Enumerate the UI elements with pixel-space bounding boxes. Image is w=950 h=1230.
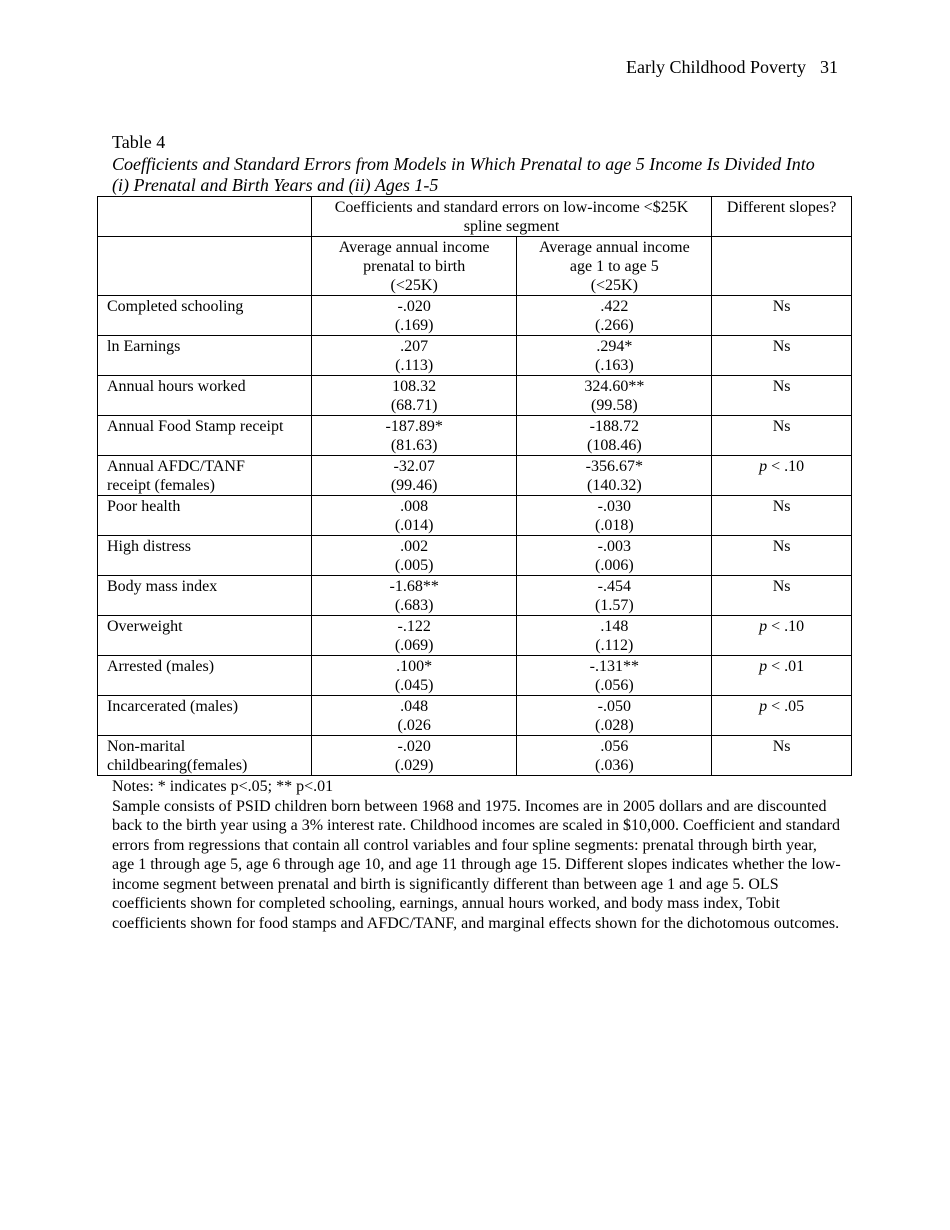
age1to5-coefficient: -.454 (597, 578, 631, 595)
age1to5-coefficient: -.003 (597, 538, 631, 555)
col1-header-line: (<25K) (390, 277, 438, 294)
prenatal-std-error: (.045) (394, 677, 434, 694)
age1to5-coefficient: .422 (600, 298, 629, 315)
slope-result: Ns (772, 298, 791, 315)
different-slopes-cell (712, 736, 852, 776)
prenatal-value-cell (311, 296, 517, 336)
col2-header-line: Average annual income (538, 239, 690, 256)
age1to5-std-error: (.018) (594, 517, 634, 534)
prenatal-coefficient: .008 (400, 498, 429, 515)
table-row (98, 336, 852, 376)
outcome-label-cell (98, 616, 312, 656)
outcome-label: High distress (107, 538, 191, 555)
header-blank-cell (712, 237, 852, 296)
age1to5-value-cell (517, 456, 712, 496)
table-row (98, 376, 852, 416)
outcome-label-cell (98, 336, 312, 376)
header-row-columns (98, 237, 852, 296)
outcome-label-cell (98, 576, 312, 616)
outcome-label-cell (98, 496, 312, 536)
table-row (98, 536, 852, 576)
age1to5-value-cell (517, 336, 712, 376)
outcome-label-cell (98, 696, 312, 736)
table-row (98, 576, 852, 616)
age1to5-std-error: (.006) (594, 557, 634, 574)
notes-body: Sample consists of PSID children born between 1968 and 1975. Incomes are in 2005 dollars and are discounted back to the birth year using a 3% interest rate. Childhood incomes are scaled in $10,000. Coefficient and standard errors from regressions that contain all control variables and four spline segments: prenatal through birth year, age 1 through age 5, age 6 through age 10, and age 11 through age 15. Different slopes indicates whether the low-income segment between prenatal and birth is significantly different than between age 1 and age 5. OLS coefficients shown for completed schooling, earnings, annual hours worked, and body mass index, Tobit coefficients shown for food stamps and AFDC/TANF, and marginal effects shown for the dichotomous outcomes. (112, 797, 841, 932)
prenatal-std-error: (.005) (394, 557, 434, 574)
prenatal-std-error: (.683) (394, 597, 434, 614)
age1to5-coefficient: -356.67* (585, 458, 643, 475)
outcome-label-cell (98, 376, 312, 416)
prenatal-coefficient: .207 (400, 338, 429, 355)
outcome-label-cell (98, 736, 312, 776)
different-slopes-cell (712, 496, 852, 536)
col1-header-cell (311, 237, 517, 296)
outcome-label: Completed schooling (107, 298, 244, 315)
prenatal-std-error: (.069) (394, 637, 434, 654)
prenatal-coefficient: -187.89* (385, 418, 443, 435)
prenatal-value-cell (311, 456, 517, 496)
header-blank-cell (98, 197, 312, 237)
col1-header-line: Average annual income (338, 239, 490, 256)
outcome-label: Body mass index (107, 578, 218, 595)
group-header-cell: Coefficients and standard errors on low-income <$25K spline segment (311, 197, 711, 237)
slope-result: Ns (772, 538, 791, 555)
age1to5-std-error: (99.58) (590, 397, 638, 414)
slope-result: < .01 (767, 658, 805, 675)
prenatal-value-cell (311, 416, 517, 456)
age1to5-coefficient: .294* (596, 338, 633, 355)
age1to5-coefficient: .148 (600, 618, 629, 635)
table-row (98, 416, 852, 456)
age1to5-std-error: (108.46) (586, 437, 642, 454)
prenatal-coefficient: .002 (400, 538, 429, 555)
table-row (98, 696, 852, 736)
prenatal-std-error: (.029) (394, 757, 434, 774)
slope-result: Ns (772, 378, 791, 395)
table-caption: Coefficients and Standard Errors from Models in Which Prenatal to age 5 Income Is Divided Into (i) Prenatal and Birth Years and (ii) Ages 1-5 (112, 154, 815, 195)
p-symbol: p (759, 658, 768, 675)
table-label: Table 4 (112, 132, 166, 152)
prenatal-coefficient: -.020 (397, 298, 431, 315)
prenatal-std-error: (.169) (394, 317, 434, 334)
results-table (97, 196, 852, 776)
outcome-label: childbearing(females) (107, 757, 248, 774)
outcome-label-cell (98, 296, 312, 336)
slopes-header-cell: Different slopes? (712, 197, 852, 237)
prenatal-coefficient: -.020 (397, 738, 431, 755)
prenatal-std-error: (99.46) (390, 477, 438, 494)
outcome-label: Overweight (107, 618, 183, 635)
prenatal-value-cell (311, 536, 517, 576)
different-slopes-cell (712, 296, 852, 336)
prenatal-value-cell (311, 496, 517, 536)
header-row-group (98, 197, 852, 237)
prenatal-coefficient: 108.32 (392, 378, 437, 395)
p-symbol: p (759, 698, 768, 715)
outcome-label-cell (98, 656, 312, 696)
age1to5-coefficient: -188.72 (589, 418, 639, 435)
prenatal-std-error: (.026 (397, 717, 431, 734)
different-slopes-cell (712, 376, 852, 416)
table-row (98, 296, 852, 336)
col2-header-cell (517, 237, 712, 296)
age1to5-coefficient: -.050 (597, 698, 631, 715)
prenatal-std-error: (.014) (394, 517, 434, 534)
outcome-label-cell (98, 416, 312, 456)
age1to5-std-error: (.112) (595, 637, 634, 654)
prenatal-value-cell (311, 736, 517, 776)
outcome-label: ln Earnings (107, 338, 181, 355)
age1to5-std-error: (.036) (594, 757, 634, 774)
age1to5-std-error: (.163) (594, 357, 634, 374)
prenatal-std-error: (81.63) (390, 437, 438, 454)
age1to5-coefficient: -.131** (589, 658, 639, 675)
prenatal-coefficient: .100* (396, 658, 433, 675)
prenatal-value-cell (311, 696, 517, 736)
age1to5-coefficient: -.030 (597, 498, 631, 515)
significance-note: Notes: * indicates p<.05; ** p<.01 (112, 778, 334, 795)
slope-result: < .10 (767, 458, 805, 475)
header-blank-cell (98, 237, 312, 296)
slope-result: < .10 (767, 618, 805, 635)
prenatal-coefficient: .048 (400, 698, 429, 715)
outcome-label: Arrested (males) (107, 658, 215, 675)
age1to5-coefficient: 324.60** (584, 378, 645, 395)
age1to5-value-cell (517, 736, 712, 776)
different-slopes-cell (712, 696, 852, 736)
table-row (98, 656, 852, 696)
slope-result: < .05 (767, 698, 805, 715)
p-symbol: p (759, 618, 768, 635)
running-head (626, 57, 838, 78)
prenatal-value-cell (311, 376, 517, 416)
different-slopes-cell (712, 536, 852, 576)
outcome-label: Annual AFDC/TANF (107, 458, 245, 475)
running-title: Early Childhood Poverty (626, 57, 806, 77)
different-slopes-cell (712, 456, 852, 496)
age1to5-value-cell (517, 296, 712, 336)
page-number: 31 (820, 57, 838, 77)
age1to5-coefficient: .056 (600, 738, 629, 755)
table-notes (112, 777, 842, 933)
table-row (98, 736, 852, 776)
table-row (98, 616, 852, 656)
outcome-label: receipt (females) (107, 477, 215, 494)
outcome-label-cell (98, 456, 312, 496)
different-slopes-cell (712, 416, 852, 456)
outcome-label: Annual Food Stamp receipt (107, 418, 284, 435)
prenatal-value-cell (311, 616, 517, 656)
col2-header-line: age 1 to age 5 (569, 258, 659, 275)
different-slopes-cell (712, 616, 852, 656)
age1to5-value-cell (517, 496, 712, 536)
outcome-label: Non-marital (107, 738, 186, 755)
different-slopes-cell (712, 656, 852, 696)
age1to5-value-cell (517, 536, 712, 576)
age1to5-std-error: (.028) (594, 717, 634, 734)
col1-header-line: prenatal to birth (363, 258, 466, 275)
outcome-label: Incarcerated (males) (107, 698, 239, 715)
age1to5-std-error: (140.32) (586, 477, 642, 494)
prenatal-std-error: (.113) (395, 357, 434, 374)
prenatal-value-cell (311, 336, 517, 376)
different-slopes-cell (712, 576, 852, 616)
outcome-label: Poor health (107, 498, 181, 515)
prenatal-std-error: (68.71) (390, 397, 438, 414)
age1to5-value-cell (517, 416, 712, 456)
slope-result: Ns (772, 498, 791, 515)
age1to5-std-error: (.056) (594, 677, 634, 694)
age1to5-std-error: (.266) (594, 317, 634, 334)
col2-header-line: (<25K) (590, 277, 638, 294)
table-row (98, 496, 852, 536)
different-slopes-cell (712, 336, 852, 376)
prenatal-coefficient: -32.07 (393, 458, 435, 475)
slope-result: Ns (772, 738, 791, 755)
age1to5-value-cell (517, 656, 712, 696)
outcome-label-cell (98, 536, 312, 576)
prenatal-coefficient: -.122 (397, 618, 431, 635)
age1to5-value-cell (517, 616, 712, 656)
p-symbol: p (759, 458, 768, 475)
outcome-label: Annual hours worked (107, 378, 246, 395)
prenatal-value-cell (311, 576, 517, 616)
prenatal-value-cell (311, 656, 517, 696)
age1to5-value-cell (517, 696, 712, 736)
age1to5-std-error: (1.57) (594, 597, 634, 614)
age1to5-value-cell (517, 576, 712, 616)
age1to5-value-cell (517, 376, 712, 416)
slope-result: Ns (772, 418, 791, 435)
slope-result: Ns (772, 578, 791, 595)
table-row (98, 456, 852, 496)
prenatal-coefficient: -1.68** (389, 578, 439, 595)
slope-result: Ns (772, 338, 791, 355)
